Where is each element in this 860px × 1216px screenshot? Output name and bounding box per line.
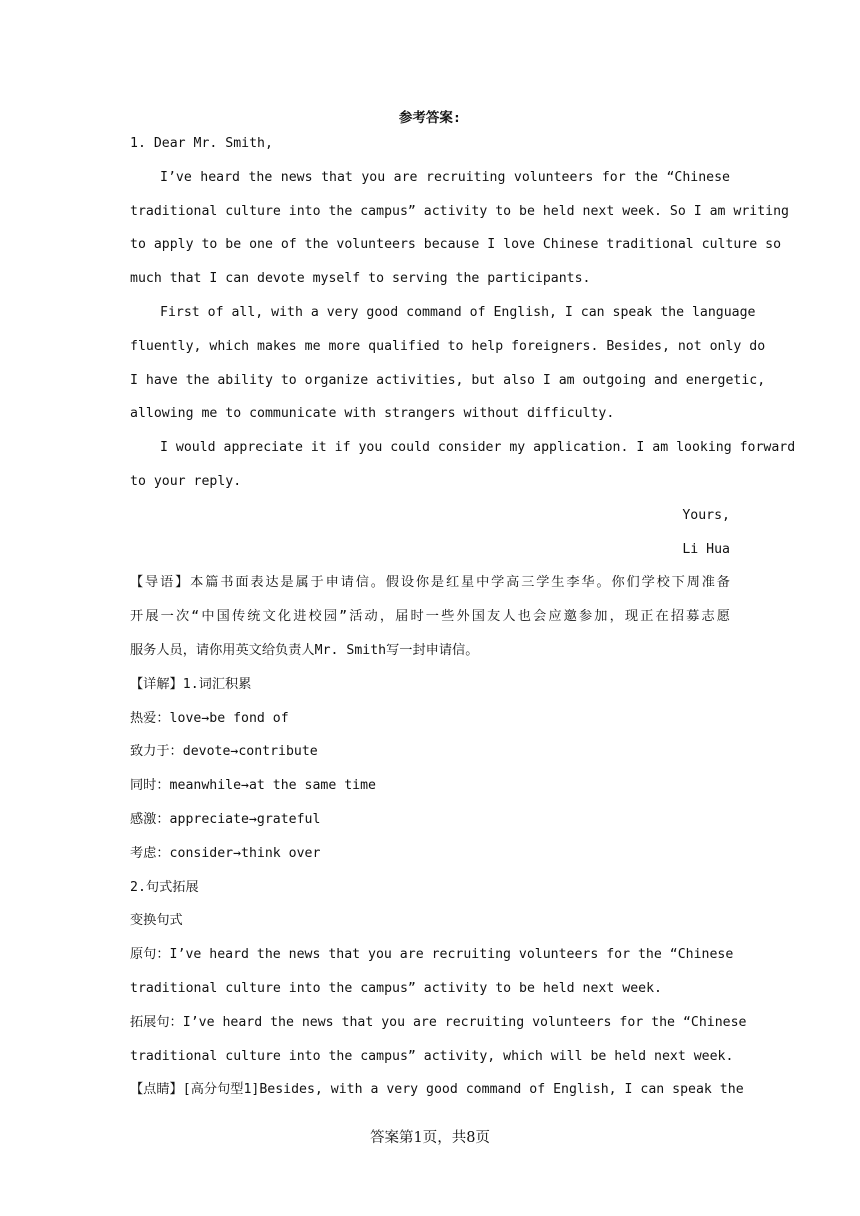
text-line: 服务人员，请你用英文给负责人Mr. Smith写一封申请信。 (130, 643, 479, 658)
text-line: I have the ability to organize activities, but also I am outgoing and energetic, (130, 372, 766, 388)
text-line: traditional culture into the campus” activity, which will be held next week. (130, 1048, 734, 1064)
text-line: to apply to be one of the volunteers because I love Chinese traditional culture so (130, 237, 782, 253)
text-line: Li Hua (682, 541, 730, 557)
text-line: 拓展句：I’ve heard the news that you are recruiting volunteers for the “Chinese (130, 1014, 747, 1030)
text-line: 致力于：devote→contribute (130, 744, 318, 760)
text-line: Yours, (682, 507, 730, 523)
text-line: 【点睛】[高分句型1]Besides, with a very good command of English, I can speak the (130, 1082, 744, 1098)
text-line: I would appreciate it if you could consider my application. I am looking forward (160, 440, 796, 456)
text-line: 【导语】本篇书面表达是属于申请信。假设你是红星中学高三学生李华。你们学校下周准备 (130, 575, 730, 591)
text-line: allowing me to communicate with strangers without difficulty. (130, 406, 615, 422)
text-line: 1. Dear Mr. Smith, (130, 136, 273, 151)
text-line: fluently, which makes me more qualified to help foreigners. Besides, not only do (130, 338, 766, 354)
text-line: 【详解】1.词汇积累 (130, 676, 252, 692)
text-line: 变换句式 (130, 913, 183, 929)
text-line: I’ve heard the news that you are recruiting volunteers for the “Chinese (160, 169, 730, 185)
text-line: First of all, with a very good command of English, I can speak the language (160, 305, 756, 320)
text-line: to your reply. (130, 474, 242, 489)
text-line: 感激：appreciate→grateful (130, 812, 321, 827)
text-line: traditional culture into the campus” activity to be held next week. (130, 981, 662, 996)
text-line: traditional culture into the campus” activity to be held next week. So I am writing (130, 203, 789, 219)
page-title: 参考答案: (398, 110, 462, 126)
page-footer: 答案第1页，共8页 (370, 1130, 490, 1146)
text-line: 开展一次“中国传统文化进校园”活动，届时一些外国友人也会应邀参加，现正在招募志愿 (130, 609, 730, 625)
text-line: 同时：meanwhile→at the same time (130, 778, 376, 794)
text-line: 原句：I’ve heard the news that you are recruiting volunteers for the “Chinese (130, 947, 734, 963)
text-line: much that I can devote myself to serving the participants. (130, 271, 591, 287)
text-line: 2.句式拓展 (130, 879, 199, 895)
text-line: 考虑：consider→think over (130, 845, 321, 861)
text-line: 热爱：love→be fond of (130, 710, 289, 726)
